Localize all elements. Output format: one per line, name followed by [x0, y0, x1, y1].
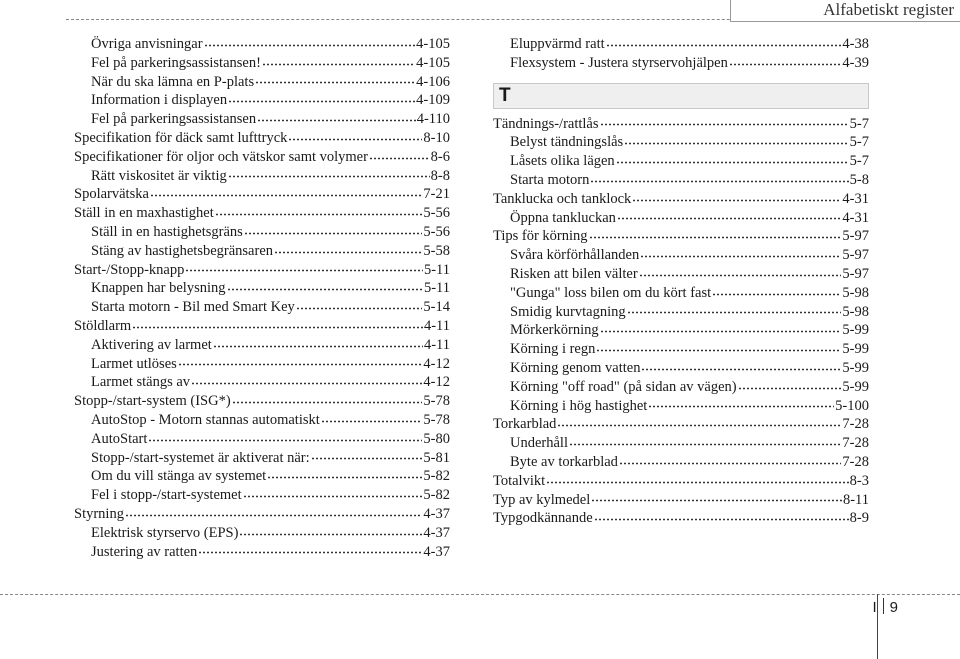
index-entry-page: 5-7 [849, 115, 869, 132]
index-entry-page: 4-11 [423, 317, 450, 334]
index-entry-label: "Gunga" loss bilen om du kört fast [510, 284, 712, 301]
index-entry-page: 5-14 [423, 299, 450, 316]
index-entry [74, 167, 450, 186]
index-entry-page: 7-28 [842, 416, 869, 433]
index-entry [493, 284, 869, 303]
index-entry [493, 491, 869, 510]
dot-leader [712, 293, 841, 296]
index-entry-label: Specifikation för däck samt lufttryck [74, 129, 288, 146]
index-entry-page: 8-9 [849, 510, 869, 527]
index-entry-page: 5-99 [842, 359, 869, 376]
index-column-left [74, 35, 450, 561]
index-entry-label: Larmet utlöses [91, 355, 177, 372]
dot-leader [606, 44, 842, 47]
dot-leader [311, 457, 423, 460]
dot-leader [213, 345, 423, 348]
index-entry-page: 4-12 [423, 374, 450, 391]
index-entry-label: Risken att bilen välter [510, 265, 638, 282]
index-entry [74, 524, 450, 543]
index-entry [74, 54, 450, 73]
index-entry-label: Körning genom vatten [510, 359, 641, 376]
index-entry [493, 35, 869, 54]
dot-leader [288, 138, 422, 141]
dot-leader [257, 119, 416, 122]
index-entry-page: 5-58 [423, 242, 450, 259]
index-entry [74, 411, 450, 430]
index-entry-page: 4-105 [416, 36, 450, 52]
index-entry-label: Körning i regn [510, 341, 596, 358]
index-entry-page: 5-11 [423, 261, 450, 278]
index-entry-label: Starta motorn - Bil med Smart Key [91, 299, 295, 316]
index-entry [74, 317, 450, 336]
index-entry-label: Aktivering av larmet [91, 336, 212, 353]
index-column-right [493, 35, 869, 528]
index-entry-label: Justering av ratten [91, 543, 198, 560]
index-entry [493, 321, 869, 340]
index-entry-page: 4-109 [416, 92, 450, 109]
index-entry [493, 133, 869, 152]
dot-leader [617, 217, 842, 220]
index-entry-page: 8-11 [842, 491, 869, 508]
dot-leader [738, 387, 842, 390]
index-entry-page: 4-31 [842, 209, 869, 226]
index-entry-label: Starta motorn [510, 171, 590, 188]
dot-leader [239, 533, 422, 536]
index-entry-page: 5-80 [423, 430, 450, 447]
dot-leader [616, 161, 849, 164]
dot-leader [627, 311, 842, 314]
dot-leader [227, 288, 423, 291]
index-entry-page: 5-97 [842, 228, 869, 245]
index-entry-page: 5-56 [423, 223, 450, 240]
index-entry-label: Torkarblad [493, 416, 557, 433]
index-entry-page: 8-3 [849, 472, 869, 489]
page-number-value: 9 [889, 599, 898, 616]
dot-leader [228, 175, 430, 178]
dot-leader [215, 213, 423, 216]
index-entry-label: Fel i stopp-/start-systemet [91, 487, 242, 504]
dot-leader [557, 424, 841, 427]
index-entry [74, 505, 450, 524]
index-entry-label: När du ska lämna en P-plats [91, 73, 255, 90]
page-number-separator [883, 598, 884, 614]
index-entry-label: Låsets olika lägen [510, 153, 615, 170]
index-entry-label: Byte av torkarblad [510, 453, 618, 470]
index-entry-label: Stopp-/start-system (ISG*) [74, 393, 231, 410]
index-entry [493, 265, 869, 284]
index-entry-label: Fel på parkeringsassistansen [91, 111, 257, 128]
index-entry [493, 472, 869, 491]
index-entry [493, 378, 869, 397]
dot-leader [639, 274, 842, 277]
index-entry-label: Rätt viskositet är viktig [91, 167, 227, 184]
dot-leader [591, 499, 842, 502]
index-entry-page: 4-106 [416, 73, 450, 90]
dot-leader [244, 232, 423, 235]
index-entry-label: Start-/Stopp-knapp [74, 261, 185, 278]
dot-leader [296, 307, 423, 310]
dot-leader [600, 123, 849, 126]
index-entry [493, 359, 869, 378]
index-entry-page: 5-98 [842, 303, 869, 320]
dot-leader [321, 420, 423, 423]
index-entry-label: Typ av kylmedel [493, 491, 591, 508]
index-group-s-continued [493, 35, 869, 73]
dot-leader [640, 255, 841, 258]
index-entry-label: Mörkerkörning [510, 322, 599, 339]
index-entry-label: Flexsystem - Justera styrservohjälpen [510, 54, 728, 71]
index-entry [74, 204, 450, 223]
index-entry [74, 355, 450, 374]
index-entry-page: 5-78 [423, 393, 450, 410]
index-entry [74, 148, 450, 167]
index-entry [493, 54, 869, 73]
dot-leader [546, 481, 849, 484]
chapter-letter: I [872, 599, 877, 616]
index-entry-page: 8-6 [430, 148, 450, 165]
page-number [872, 598, 898, 617]
index-entry-label: Körning "off road" (på sidan av vägen) [510, 378, 737, 395]
index-entry-page: 8-10 [423, 129, 450, 146]
index-entry [493, 415, 869, 434]
index-entry-page: 4-31 [842, 190, 869, 207]
index-entry [493, 115, 869, 134]
index-entry-label: Ställ in en maxhastighet [74, 205, 214, 222]
index-entry-page: 5-78 [423, 411, 450, 428]
index-entry [493, 171, 869, 190]
index-entry-page: 4-110 [416, 111, 450, 128]
index-entry-page: 4-37 [423, 543, 450, 560]
index-entry-label: Om du vill stänga av systemet [91, 468, 267, 485]
index-entry [74, 279, 450, 298]
index-entry-label: Fel på parkeringsassistansen! [91, 54, 261, 71]
dot-leader [619, 462, 841, 465]
dot-leader [255, 81, 415, 84]
index-entry [74, 110, 450, 129]
dot-leader [204, 44, 416, 47]
index-entry-label: Underhåll [510, 435, 568, 452]
index-entry-label: Specifikationer för oljor och vätskor samt volymer [74, 148, 368, 165]
index-entry [493, 434, 869, 453]
index-entry [493, 303, 869, 322]
dot-leader [632, 199, 841, 202]
index-entry-page: 5-98 [842, 284, 869, 301]
dot-leader [624, 142, 848, 145]
index-entry-label: Öppna tankluckan [510, 209, 616, 226]
index-entry-label: Tanklucka och tanklock [493, 190, 632, 207]
dot-leader [267, 476, 422, 479]
index-entry-label: Styrning [74, 505, 124, 522]
index-entry-label: Ställ in en hastighetsgräns [91, 223, 243, 240]
index-entry-page: 5-56 [423, 205, 450, 222]
dot-leader [369, 157, 430, 160]
index-entry-page: 4-12 [423, 355, 450, 372]
index-entry-label: Eluppvärmd ratt [510, 36, 605, 52]
index-entry [74, 298, 450, 317]
index-entry-label: AutoStop - Motorn stannas automatiskt [91, 411, 320, 428]
index-entry-label: Svåra körförhållanden [510, 247, 640, 264]
dot-leader [596, 349, 841, 352]
index-entry-label: Övriga anvisningar [91, 36, 203, 52]
index-entry [74, 467, 450, 486]
index-entry-page: 4-37 [423, 505, 450, 522]
index-entry [493, 190, 869, 209]
index-entry-page: 7-28 [842, 453, 869, 470]
dot-leader [589, 236, 842, 239]
dot-leader [198, 551, 422, 554]
index-entry-page: 4-11 [423, 336, 450, 353]
index-entry [74, 392, 450, 411]
dot-leader [274, 251, 422, 254]
index-entry-page: 5-7 [849, 134, 869, 151]
index-entry-page: 4-39 [842, 54, 869, 71]
index-entry [493, 340, 869, 359]
index-entry [74, 430, 450, 449]
index-entry [74, 336, 450, 355]
index-entry [493, 453, 869, 472]
index-entry [74, 91, 450, 110]
dot-leader [150, 194, 423, 197]
index-entry [74, 373, 450, 392]
index-entry-label: Larmet stängs av [91, 374, 191, 391]
index-entry-label: Elektrisk styrservo (EPS) [91, 524, 239, 541]
index-entry-label: Stäng av hastighetsbegränsaren [91, 242, 274, 259]
index-entry [493, 246, 869, 265]
letter-heading-label: T [499, 84, 511, 106]
index-entry [74, 543, 450, 562]
dot-leader [178, 363, 423, 366]
dot-leader [641, 368, 841, 371]
index-entry-page: 5-8 [849, 171, 869, 188]
index-entry-label: Stöldlarm [74, 317, 132, 334]
index-entry-page: 5-97 [842, 265, 869, 282]
section-title: Alfabetiskt register [823, 0, 954, 19]
index-entry-label: Smidig kurvtagning [510, 303, 626, 320]
dot-leader [185, 269, 423, 272]
index-entry-label: Körning i hög hastighet [510, 397, 648, 414]
dot-leader [262, 63, 415, 66]
dot-leader [600, 330, 842, 333]
index-entry-page: 5-97 [842, 247, 869, 264]
index-entry [493, 227, 869, 246]
index-entry-label: Typgodkännande [493, 510, 593, 527]
index-entry-page: 5-99 [842, 341, 869, 358]
index-entry-page: 5-7 [849, 153, 869, 170]
dot-leader [648, 405, 834, 408]
letter-heading-t [493, 83, 869, 109]
index-group-t [493, 115, 869, 529]
index-entry [493, 209, 869, 228]
index-entry [74, 73, 450, 92]
index-entry-page: 5-81 [423, 449, 450, 466]
dot-leader [191, 382, 422, 385]
index-entry [74, 35, 450, 54]
dot-leader [243, 495, 423, 498]
dot-leader [232, 401, 423, 404]
dot-leader [590, 180, 848, 183]
index-entry-page: 5-99 [842, 322, 869, 339]
dot-leader [569, 443, 841, 446]
index-entry-label: Information i displayen [91, 92, 228, 109]
index-entry-page: 5-82 [423, 487, 450, 504]
index-entry [74, 129, 450, 148]
index-entry [74, 223, 450, 242]
index-entry-page: 5-82 [423, 468, 450, 485]
dot-leader [148, 439, 422, 442]
index-entry-page: 4-105 [416, 54, 450, 71]
index-entry [493, 397, 869, 416]
dot-leader [228, 100, 415, 103]
index-entry-label: Tips för körning [493, 228, 588, 245]
dot-leader [729, 63, 842, 66]
index-entry [74, 261, 450, 280]
index-entry-label: Knappen har belysning [91, 280, 226, 297]
index-entry-label: Tändnings-/rattlås [493, 115, 599, 132]
index-entry-page: 5-100 [835, 397, 869, 414]
index-entry [74, 486, 450, 505]
index-entry [74, 185, 450, 204]
index-entry-page: 7-28 [842, 435, 869, 452]
index-entry [74, 242, 450, 261]
index-entry-label: Belyst tändningslås [510, 134, 624, 151]
index-entry-page: 4-37 [423, 524, 450, 541]
index-entry-label: Stopp-/start-systemet är aktiverat när: [91, 449, 310, 466]
dot-leader [594, 518, 849, 521]
index-entry-page: 5-99 [842, 378, 869, 395]
index-entry-page: 8-8 [430, 167, 450, 184]
bottom-dashed-rule [0, 594, 960, 595]
index-entry-page: 4-38 [842, 36, 869, 52]
index-entry-page: 5-11 [423, 280, 450, 297]
index-entry [493, 509, 869, 528]
index-entry-label: AutoStart [91, 430, 148, 447]
dot-leader [125, 514, 422, 517]
section-header-tab [730, 0, 960, 22]
index-entry [74, 449, 450, 468]
index-entry-label: Totalvikt [493, 472, 546, 489]
index-entry-page: 7-21 [423, 186, 450, 203]
index-entry [493, 152, 869, 171]
index-entry-label: Spolarvätska [74, 186, 149, 203]
dot-leader [132, 326, 423, 329]
